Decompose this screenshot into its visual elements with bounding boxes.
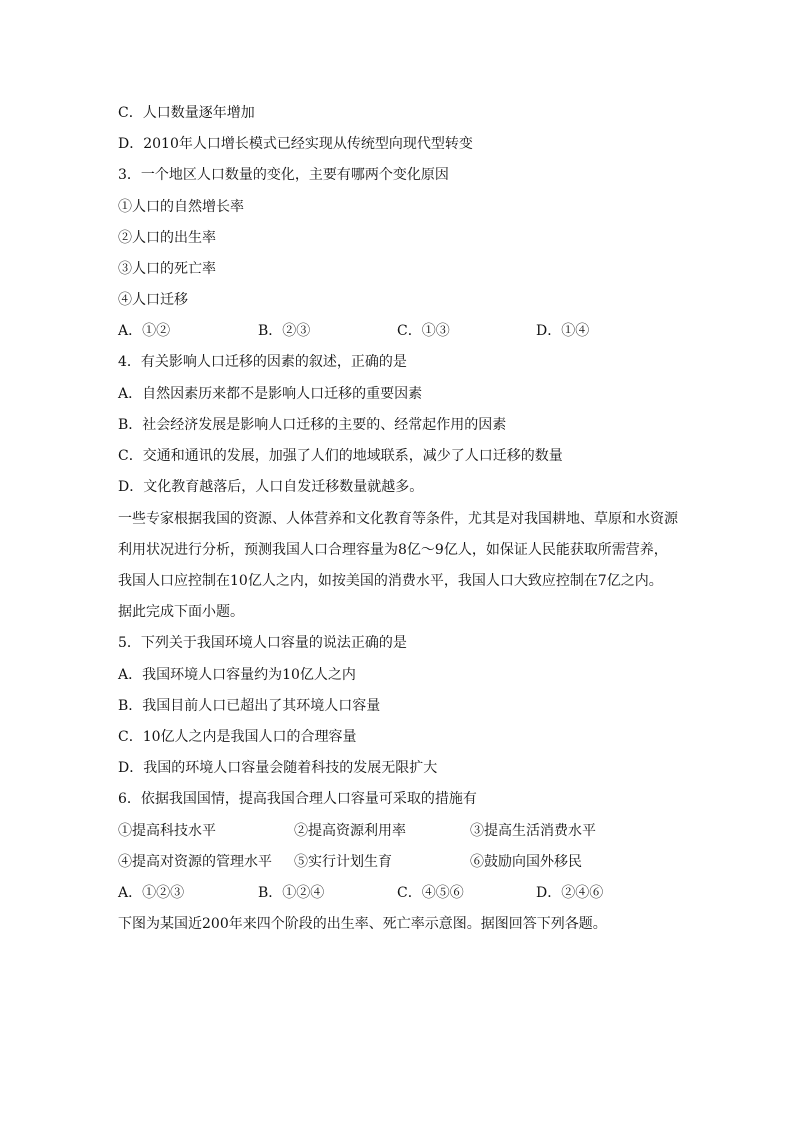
q4-option-a: A．自然因素历来都不是影响人口迁移的重要因素: [118, 386, 423, 402]
passage-line: 一些专家根据我国的资源、人体营养和文化教育等条件，尤其是对我国耕地、草原和水资源: [118, 511, 678, 527]
q3-option-b: B．②③: [258, 323, 311, 339]
passage-line: 我国人口应控制在10亿人之内，如按美国的消费水平，我国人口大致应控制在7亿之内。: [118, 573, 663, 589]
q5-option-c: C．10亿人之内是我国人口的合理容量: [118, 729, 357, 745]
q6-item: ⑤实行计划生育: [294, 854, 392, 870]
q6-item: ③提高生活消费水平: [470, 823, 596, 839]
q6-item: ④提高对资源的管理水平: [118, 854, 272, 870]
q3-option-a: A．①②: [118, 323, 171, 339]
q3-item: ②人口的出生率: [118, 230, 216, 246]
q4-option-b: B．社会经济发展是影响人口迁移的主要的、经常起作用的因素: [118, 417, 507, 433]
q5-option-b: B．我国目前人口已超出了其环境人口容量: [118, 698, 381, 714]
q3-item: ③人口的死亡率: [118, 261, 216, 277]
q6-option-c: C．④⑤⑥: [397, 885, 464, 901]
q5-option-d: D．我国的环境人口容量会随着科技的发展无限扩大: [118, 760, 438, 776]
q6-item: ②提高资源利用率: [294, 823, 406, 839]
q3-option-c: C．①③: [397, 323, 450, 339]
q4-option-c: C．交通和通讯的发展，加强了人们的地域联系，减少了人口迁移的数量: [118, 448, 563, 464]
q2-option-c: C．人口数量逐年增加: [118, 105, 255, 121]
q3-stem: 3．一个地区人口数量的变化，主要有哪两个变化原因: [118, 167, 449, 183]
q4-stem: 4．有关影响人口迁移的因素的叙述，正确的是: [118, 354, 407, 370]
q6-option-d: D．②④⑥: [536, 885, 604, 901]
q6-stem: 6．依据我国国情，提高我国合理人口容量可采取的措施有: [118, 791, 477, 807]
q3-item: ④人口迁移: [118, 292, 188, 308]
q6-option-a: A．①②③: [118, 885, 185, 901]
passage-line: 据此完成下面小题。: [118, 604, 244, 620]
passage-line: 利用状况进行分析，预测我国人口合理容量为8亿～9亿人，如保证人民能获取所需营养，: [118, 542, 668, 558]
q3-item: ①人口的自然增长率: [118, 199, 244, 215]
figure-intro: 下图为某国近200年来四个阶段的出生率、死亡率示意图。据图回答下列各题。: [118, 916, 607, 932]
q2-option-d: D．2010年人口增长模式已经实现从传统型向现代型转变: [118, 136, 473, 152]
q6-item: ⑥鼓励向国外移民: [470, 854, 582, 870]
q5-option-a: A．我国环境人口容量约为10亿人之内: [118, 667, 356, 683]
q5-stem: 5．下列关于我国环境人口容量的说法正确的是: [118, 635, 407, 651]
q6-item: ①提高科技水平: [118, 823, 216, 839]
q4-option-d: D．文化教育越落后，人口自发迁移数量就越多。: [118, 479, 424, 495]
q6-option-b: B．①②④: [258, 885, 325, 901]
q3-option-d: D．①④: [536, 323, 590, 339]
